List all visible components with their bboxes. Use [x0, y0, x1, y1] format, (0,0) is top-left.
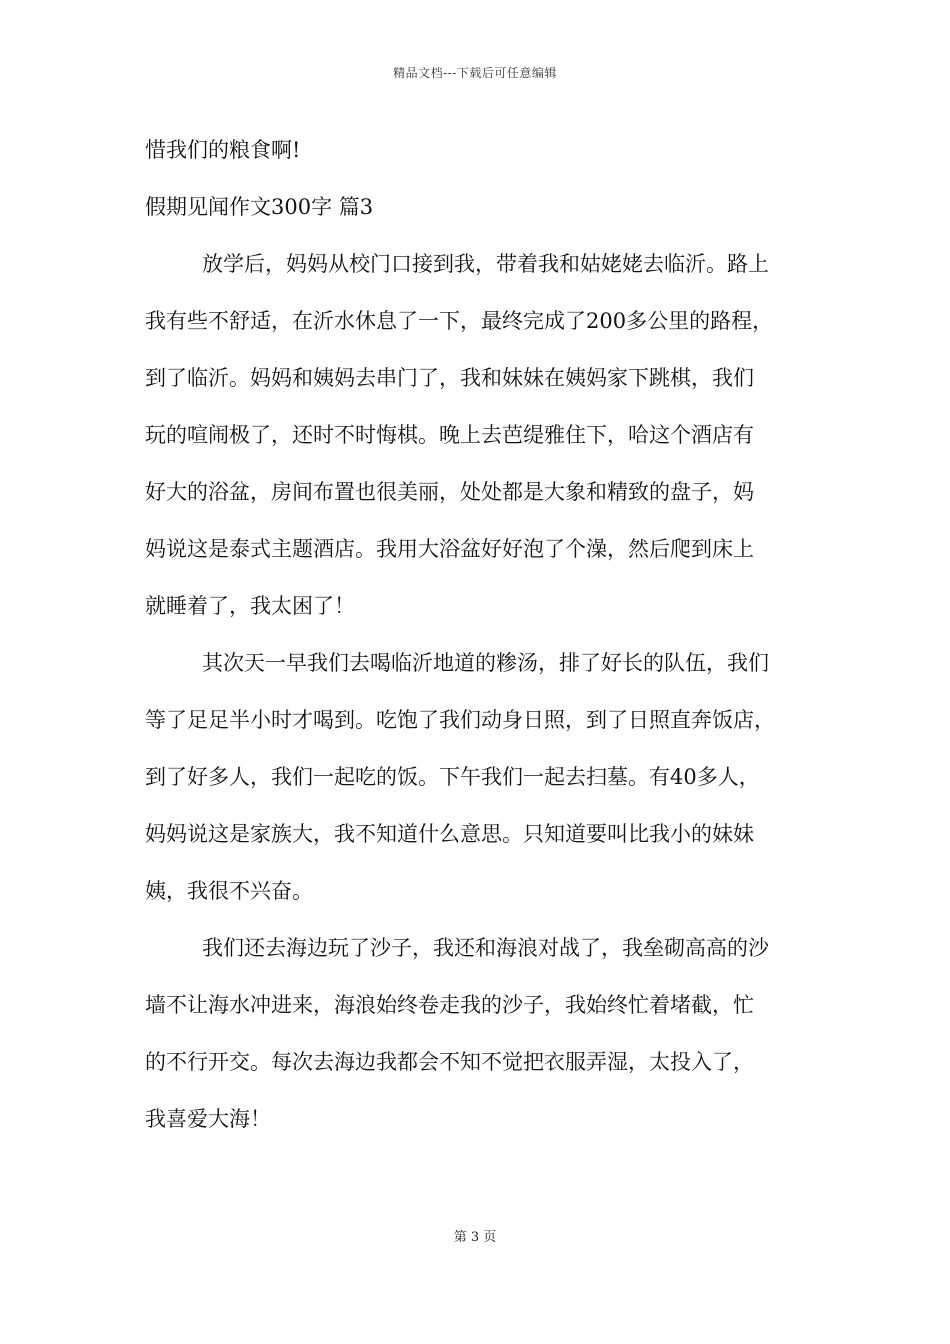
- paragraph-line: 到了临沂。妈妈和姨妈去串门了，我和妹妹在姨妈家下跳棋，我们: [145, 366, 754, 390]
- paragraph-line: 妈说这是泰式主题酒店。我用大浴盆好好泡了个澡，然后爬到床上: [145, 537, 754, 561]
- page-number: 第 3 页: [453, 1230, 497, 1245]
- section-title: 假期见闻作文300字 篇3: [145, 195, 374, 219]
- paragraph-line: 其次天一早我们去喝临沂地道的糁汤，排了好长的队伍，我们: [202, 651, 769, 675]
- essay-body: [145, 122, 835, 1148]
- paragraph-line: 我喜爱大海！: [145, 1107, 271, 1131]
- paragraph-line: 我们还去海边玩了沙子，我还和海浪对战了，我垒砌高高的沙: [202, 936, 769, 960]
- paragraph-line: 我有些不舒适，在沂水休息了一下，最终完成了200多公里的路程，: [145, 309, 774, 333]
- text-line: 惜我们的粮食啊!: [145, 138, 301, 162]
- paragraph-line: 放学后，妈妈从校门口接到我，带着我和姑姥姥去临沂。路上: [202, 252, 769, 276]
- paragraph-line: 就睡着了，我太困了！: [145, 594, 355, 618]
- paragraph-line: 玩的喧闹极了，还时不时悔棋。晚上去芭缇雅住下，哈这个酒店有: [145, 423, 754, 447]
- paragraph-line: 的不行开交。每次去海边我都会不知不觉把衣服弄湿，太投入了，: [145, 1050, 754, 1074]
- paragraph-line: 好大的浴盆，房间布置也很美丽，处处都是大象和精致的盘子，妈: [145, 480, 754, 504]
- page-header: 精品文档---下载后可任意编辑: [393, 66, 557, 80]
- paragraph-line: 等了足足半小时才喝到。吃饱了我们动身日照，到了日照直奔饭店，: [145, 708, 775, 732]
- paragraph-line: 姨，我很不兴奋。: [145, 879, 313, 903]
- paragraph-line: 妈妈说这是家族大，我不知道什么意思。只知道要叫比我小的妹妹: [145, 822, 754, 846]
- paragraph-line: 墙不让海水冲进来，海浪始终卷走我的沙子，我始终忙着堵截，忙: [145, 993, 754, 1017]
- paragraph-line: 到了好多人，我们一起吃的饭。下午我们一起去扫墓。有40多人，: [145, 765, 760, 789]
